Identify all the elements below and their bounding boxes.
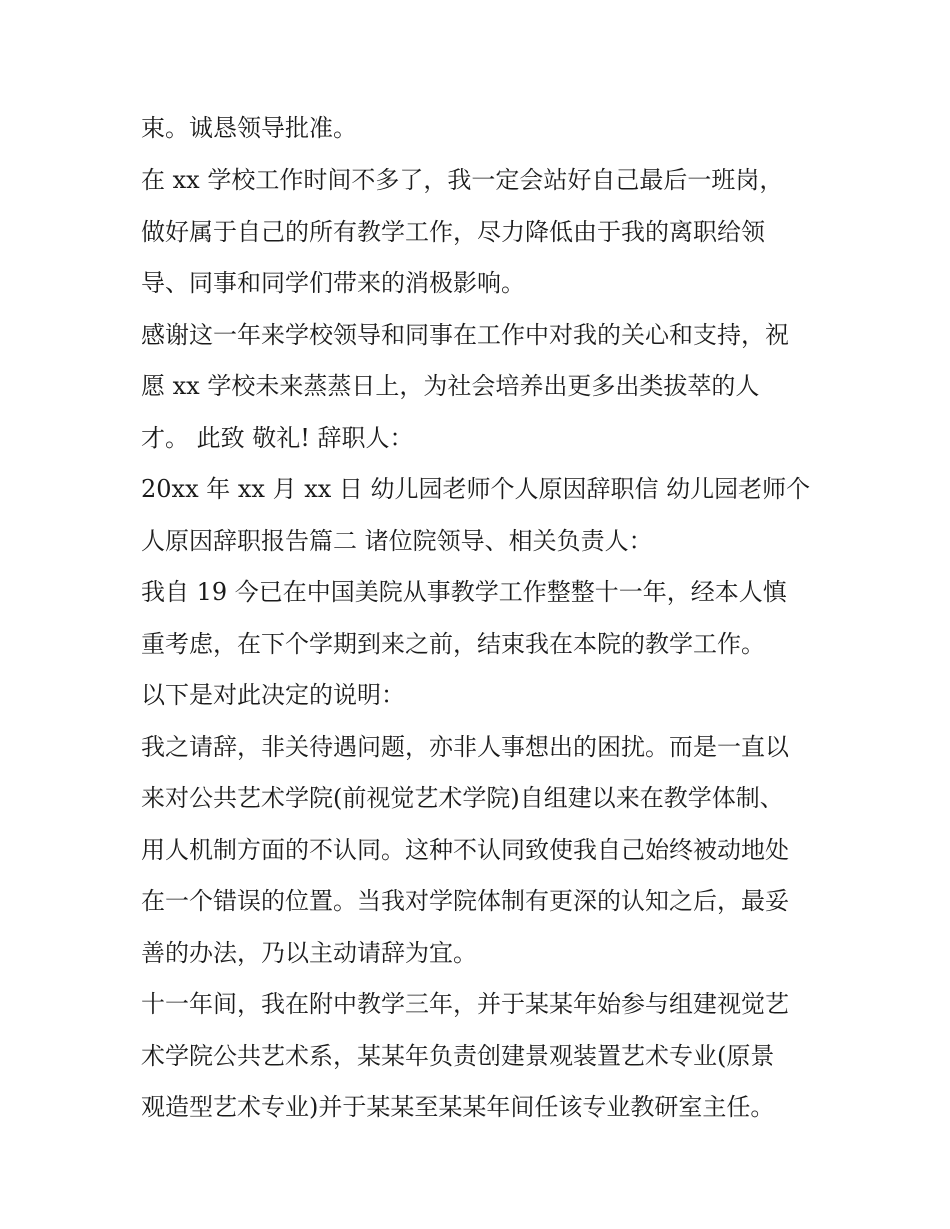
text-line: 术学院公共艺术系，某某年负责创建景观装置艺术专业(原景 (141, 1042, 775, 1070)
text-line: 在 xx 学校工作时间不多了，我一定会站好自己最后一班岗， (141, 166, 784, 194)
text-line: 做好属于自己的所有教学工作，尽力降低由于我的离职给领 (141, 218, 765, 246)
text-line: 导、同事和同学们带来的消极影响。 (141, 269, 525, 297)
text-line: 束。诚恳领导批准。 (141, 114, 357, 142)
text-line: 重考虑，在下个学期到来之前，结束我在本院的教学工作。 (141, 630, 765, 658)
text-line: 来对公共艺术学院(前视觉艺术学院)自组建以来在教学体制、 (141, 784, 784, 812)
text-line: 20xx 年 xx 月 xx 日 幼儿园老师个人原因辞职信 幼儿园老师个 (141, 475, 811, 503)
text-line: 观造型艺术专业)并于某某至某某年间任该专业教研室主任。 (141, 1093, 775, 1121)
text-line: 愿 xx 学校未来蒸蒸日上，为社会培养出更多出类拔萃的人 (141, 372, 760, 400)
text-line: 我自 19 今已在中国美院从事教学工作整整十一年，经本人慎 (141, 578, 787, 606)
text-line: 感谢这一年来学校领导和同事在工作中对我的关心和支持，祝 (141, 321, 789, 349)
text-line: 我之请辞，非关待遇问题，亦非人事想出的困扰。而是一直以 (141, 733, 789, 761)
text-line: 以下是对此决定的说明： (141, 681, 405, 709)
text-line: 在一个错误的位置。当我对学院体制有更深的认知之后，最妥 (141, 887, 789, 915)
text-line: 用人机制方面的不认同。这种不认同致使我自己始终被动地处 (141, 836, 789, 864)
text-line: 十一年间，我在附中教学三年，并于某某年始参与组建视觉艺 (141, 990, 789, 1018)
text-line: 善的办法，乃以主动请辞为宜。 (141, 939, 477, 967)
text-line: 人原因辞职报告篇二 诸位院领导、相关负责人： (141, 527, 653, 555)
text-line: 才。 此致 敬礼! 辞职人： (141, 424, 414, 452)
